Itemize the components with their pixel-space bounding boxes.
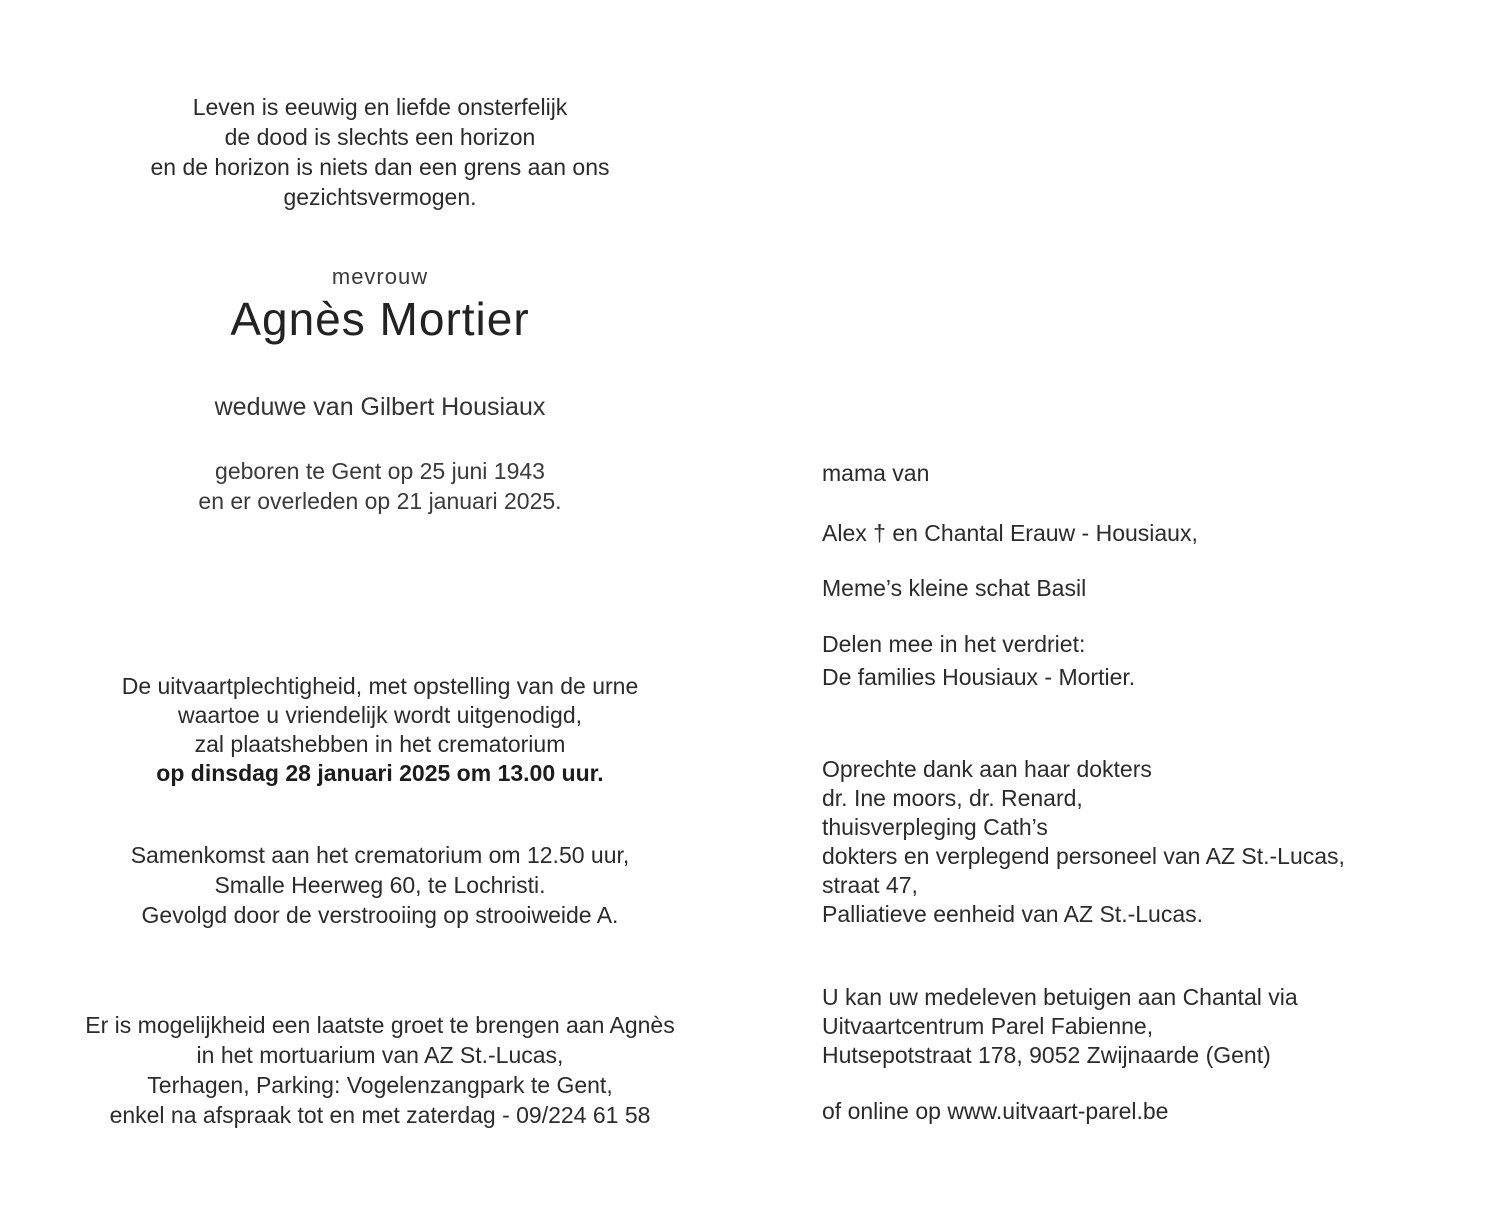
condolences-line: U kan uw medeleven betuigen aan Chantal via bbox=[822, 984, 1298, 1010]
mourning-families bbox=[822, 628, 1482, 694]
last-greeting-info bbox=[30, 1010, 730, 1130]
gathering-line: Samenkomst aan het crematorium om 12.50 uur, bbox=[130, 842, 630, 868]
relation-line: weduwe van Gilbert Housiaux bbox=[214, 393, 546, 421]
thanks-line: dokters en verplegend personeel van AZ St.-Lucas, bbox=[822, 843, 1345, 869]
mama-van-label: mama van bbox=[822, 460, 930, 486]
poem-line: de dood is slechts een horizon bbox=[224, 124, 536, 150]
last-greeting-line: Terhagen, Parking: Vogelenzangpark te Gent, bbox=[147, 1072, 613, 1098]
last-greeting-line: enkel na afspraak tot en met zaterdag - 09/224 61 58 bbox=[109, 1102, 651, 1128]
last-greeting-line: in het mortuarium van AZ St.-Lucas, bbox=[196, 1042, 564, 1068]
mourning-line: De families Housiaux - Mortier. bbox=[822, 664, 1136, 690]
condolences-info bbox=[822, 983, 1482, 1070]
ceremony-line: waartoe u vriendelijk wordt uitgenodigd, bbox=[177, 702, 583, 728]
mourning-line: Delen mee in het verdriet: bbox=[822, 631, 1086, 657]
thanks-info bbox=[822, 755, 1482, 929]
gathering-line: Smalle Heerweg 60, te Lochristi. bbox=[214, 872, 546, 898]
thanks-line: thuisverpleging Cath’s bbox=[822, 814, 1048, 840]
deceased-name: Agnès Mortier bbox=[230, 293, 530, 345]
poem bbox=[30, 92, 730, 212]
ceremony-line: De uitvaartplechtigheid, met opstelling van de urne bbox=[121, 673, 639, 699]
gathering-info bbox=[30, 840, 730, 930]
children-line: Alex † en Chantal Erauw - Housiaux, bbox=[822, 520, 1198, 546]
condolences-line: Hutsepotstraat 178, 9052 Zwijnaarde (Gent) bbox=[822, 1042, 1271, 1068]
condolences-line: Uitvaartcentrum Parel Fabienne, bbox=[822, 1013, 1154, 1039]
thanks-line: Palliatieve eenheid van AZ St.-Lucas. bbox=[822, 901, 1204, 927]
death-line: en er overleden op 21 januari 2025. bbox=[198, 488, 562, 514]
thanks-line: dr. Ine moors, dr. Renard, bbox=[822, 785, 1083, 811]
last-greeting-line: Er is mogelijkheid een laatste groet te brengen aan Agnès bbox=[85, 1012, 675, 1038]
online-condolence-line: of online op www.uitvaart-parel.be bbox=[822, 1098, 1169, 1124]
thanks-line: straat 47, bbox=[822, 872, 918, 898]
grandchild-line: Meme’s kleine schat Basil bbox=[822, 575, 1087, 601]
ceremony-info bbox=[30, 672, 730, 788]
salutation: mevrouw bbox=[331, 264, 429, 289]
life-dates bbox=[30, 456, 730, 516]
ceremony-date-line: op dinsdag 28 januari 2025 om 13.00 uur. bbox=[156, 760, 604, 786]
thanks-line: Oprechte dank aan haar dokters bbox=[822, 756, 1152, 782]
poem-line: en de horizon is niets dan een grens aan ons bbox=[150, 154, 610, 180]
gathering-line: Gevolgd door de verstrooiing op strooiweide A. bbox=[141, 902, 619, 928]
poem-line: Leven is eeuwig en liefde onsterfelijk bbox=[192, 94, 568, 120]
poem-line: gezichtsvermogen. bbox=[283, 184, 477, 210]
ceremony-line: zal plaatshebben in het crematorium bbox=[194, 731, 566, 757]
birth-line: geboren te Gent op 25 juni 1943 bbox=[215, 458, 545, 484]
